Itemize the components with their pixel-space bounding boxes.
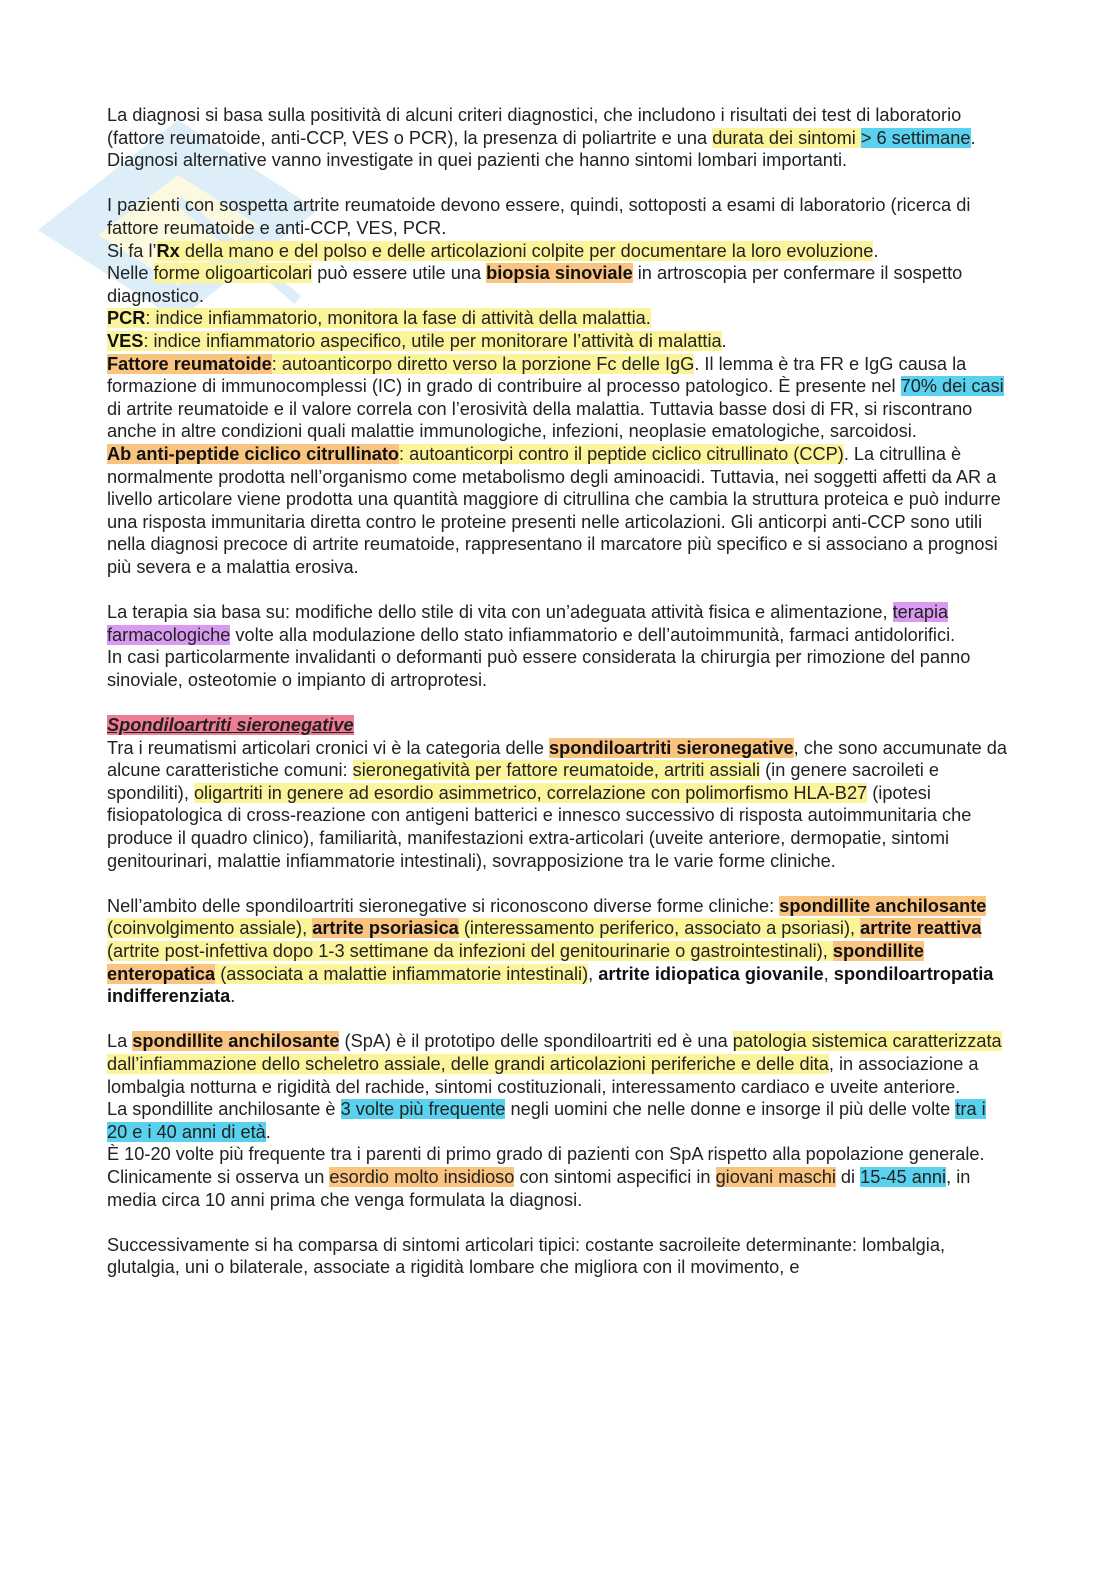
text: Si fa l’	[107, 240, 157, 261]
paragraph-ves	[107, 330, 1007, 353]
text: negli uomini che nelle donne e insorge il più delle volte	[505, 1099, 956, 1120]
term-psoriatic-arthritis: artrite psoriasica	[312, 918, 459, 939]
highlight-frequency: 3 volte più frequente	[340, 1099, 506, 1120]
text: (interessamento periferico, associato a psoriasi),	[458, 918, 861, 939]
text: Clinicamente si osserva un	[107, 1166, 330, 1187]
text: in artroscopia per confermare il sospetto diagnostico.	[107, 263, 963, 306]
highlight-insidious-onset: esordio molto insidioso	[329, 1166, 515, 1187]
term-undifferentiated-spondyloarthropathy: spondiloartropatia indifferenziata	[107, 963, 994, 1007]
spacer	[107, 172, 1007, 195]
paragraph-ankylosing-spondylitis	[107, 1030, 1007, 1098]
text: di	[835, 1166, 861, 1187]
highlight-age: 15-45 anni	[860, 1166, 947, 1187]
highlight-definition: : autoanticorpi contro il peptide ciclico citrullinato (CCP)	[399, 443, 844, 464]
highlight-pharmacological-therapy: terapia farmacologiche	[107, 602, 949, 645]
text: di artrite reumatoide e il valore correla con l’erosività della malattia. Tuttavia basse dosi di FR, si riscontrano anche in altre condizioni quali malattie immunologiche, infezioni, neoplasie ematologiche, sarcoidosi.	[107, 398, 973, 442]
text: (artrite post-infettiva dopo 1-3 settimane da infezioni del genitourinarie o gastrointestinali),	[107, 940, 833, 961]
text: .	[873, 240, 879, 261]
highlight-age-range: tra i 20 e i 40 anni di età	[107, 1099, 986, 1142]
text: , che sono accumunate da alcune caratteristiche comuni:	[107, 737, 1007, 781]
paragraph-lab-tests: I pazienti con sospetta artrite reumatoide devono essere, quindi, sottoposti a esami di laboratorio (ricerca di fattore reumatoide e anti-CCP, VES, PCR.	[107, 195, 971, 238]
text: La spondillite anchilosante è	[107, 1099, 341, 1120]
paragraph-clinical-forms	[107, 895, 1007, 1008]
text: .	[265, 1121, 271, 1142]
term-rheumatoid-factor: Fattore reumatoide	[107, 353, 272, 374]
term-reactive-arthritis: artrite reattiva	[860, 918, 982, 939]
text: .	[230, 986, 236, 1007]
highlight-six-weeks: > 6 settimane	[860, 127, 971, 148]
term-pcr: PCR	[107, 308, 146, 329]
term-ves: VES	[107, 330, 144, 351]
paragraph-clinical-onset	[107, 1166, 1007, 1211]
term-synovial-biopsy: biopsia sinoviale	[486, 263, 633, 284]
text: con sintomi aspecifici in	[514, 1166, 716, 1187]
text: La diagnosi si basa sulla positività di alcuni criteri diagnostici, che includono i risultati dei test di laboratorio (fattore reumatoide, anti-CCP, VES o PCR), la presenza di poliartrite e una	[107, 105, 962, 148]
term-enteropathic-spondylitis: spondillite enteropatica	[107, 940, 924, 984]
spacer	[107, 1008, 1007, 1031]
spacer	[107, 1211, 1007, 1234]
highlight-rx	[157, 241, 874, 261]
paragraph-frequency	[107, 1098, 1007, 1143]
section-title-text: Spondiloartriti sieronegative	[107, 715, 354, 736]
paragraph-surgery: In casi particolarmente invalidanti o deformanti può essere considerata la chirurgia per rimozione del panno sinoviale, osteotomie o impianto di artroprotesi.	[107, 647, 971, 690]
text: ,	[823, 963, 834, 984]
spacer	[107, 578, 1007, 601]
highlight-percentage: 70% dei casi	[900, 376, 1004, 397]
text: La	[107, 1031, 133, 1052]
highlight-systemic-disease: patologia sistemica caratterizzata dall’infiammazione dello scheletro assiale, delle grandi articolazioni periferiche e delle dita	[107, 1031, 1002, 1074]
text: . Il lemma è tra FR e IgG causa la formazione di immunocomplessi (IC) in grado di contribuire al processo patologico. È presente nel	[107, 353, 967, 397]
paragraph-familiarity: È 10-20 volte più frequente tra i parenti di primo grado di pazienti con SpA rispetto alla popolazione generale.	[107, 1144, 985, 1165]
spacer	[107, 872, 1007, 895]
paragraph-pcr	[107, 307, 1007, 330]
paragraph-rheumatoid-factor	[107, 353, 1007, 443]
text: Nelle	[107, 263, 154, 284]
document-body	[107, 104, 1007, 1279]
text: .	[970, 127, 976, 148]
text: (coinvolgimento assiale),	[107, 918, 313, 939]
paragraph-biopsy	[107, 262, 1007, 307]
text: può essere utile una	[312, 263, 487, 284]
term-ankylosing-spondylitis: spondillite anchilosante	[779, 895, 987, 916]
term-juvenile-arthritis: artrite idiopatica giovanile	[598, 963, 824, 984]
text: (in genere sacroileti e spondiliti),	[107, 760, 939, 803]
text: (associata a malattie infiammatorie intestinali)	[215, 963, 589, 984]
text: La terapia sia basa su: modifiche dello stile di vita con un’adeguata attività fisica e alimentazione,	[107, 602, 893, 623]
text: .	[721, 330, 727, 351]
text: : indice infiammatorio aspecifico, utile per monitorare l’attività di malattia	[143, 330, 722, 351]
text: : indice infiammatorio, monitora la fase di attività della malattia.	[145, 308, 651, 329]
paragraph-rx	[107, 240, 1007, 263]
term-seronegative-spondyloarthritis: spondiloartriti sieronegative	[549, 737, 794, 758]
highlight-definition: : autoanticorpo diretto verso la porzione Fc delle IgG	[271, 353, 695, 374]
text: Nell’ambito delle spondiloartriti sieronegative si riconoscono diverse forme cliniche:	[107, 895, 780, 916]
text: , in associazione a lombalgia notturna e rigidità del rachide, sintomi costituzionali, interessamento cardiaco e uveite anteriore.	[107, 1053, 979, 1097]
text: . La citrullina è normalmente prodotta nell’organismo come metabolismo degli aminoacidi. Tuttavia, nei soggetti affetti da AR a livello articolare viene prodotta una quantità maggiore di citrullina che cambia la struttura proteica e può indurre una risposta immunitaria diretta contro le proteine presenti nelle articolazioni. Gli anticorpi anti-CCP sono utili nella diagnosi precoce di artrite reumatoide, rappresentano il marcatore più specifico e si associano a prognosi più severa e a malattia erosiva.	[107, 443, 1001, 577]
text: volte alla modulazione dello stato infiammatorio e dell’autoimmunità, farmaci antidolorifici.	[230, 624, 956, 645]
highlight-young-males: giovani maschi	[715, 1166, 836, 1187]
paragraph-anti-ccp	[107, 443, 1007, 579]
paragraph-diagnosis	[107, 104, 1007, 149]
term-rx: Rx	[156, 240, 180, 261]
highlight-oligoarthritis: oligartriti in genere ad esordio asimmetrico, correlazione con polimorfismo HLA-B27	[193, 782, 868, 803]
term-anti-ccp: Ab anti-peptide ciclico citrullinato	[107, 443, 400, 464]
term-ankylosing-spondylitis: spondillite anchilosante	[132, 1031, 340, 1052]
paragraph-alternative-diagnosis: Diagnosi alternative vanno investigate in quei pazienti che hanno sintomi lombari importanti.	[107, 150, 848, 171]
paragraph-therapy	[107, 601, 1007, 646]
text: , in media circa 10 anni prima che venga formulata la diagnosi.	[107, 1166, 971, 1210]
text: Tra i reumatismi articolari cronici vi è la categoria delle	[107, 737, 550, 758]
highlight-oligoarticular: forme oligoarticolari	[153, 263, 313, 284]
text: (ipotesi fisiopatologica di cross-reazione con antigeni batterici e innesco successivo di risposta autoimmunitaria che produce il quadro clinico), familiarità, manifestazioni extra-articolari (uveite anteriore, dermopatie, sintomi genitourinari, malattie infiammatorie intestinali), sovrapposizione tra le varie forme cliniche.	[107, 782, 972, 871]
highlight-symptom-duration: durata dei sintomi	[712, 127, 861, 148]
text: della mano e del polso e delle articolazioni colpite per documentare la loro evoluzione	[179, 240, 874, 261]
highlight-seronegativity: sieronegatività per fattore reumatoide, artriti assiali	[352, 760, 761, 781]
paragraph-articular-symptoms: Successivamente si ha comparsa di sintomi articolari tipici: costante sacroileite determinante: lombalgia, glutalgia, uni o bilaterale, associate a rigidità lombare che migliora con il movimento, e	[107, 1234, 946, 1278]
text: ,	[588, 963, 599, 984]
section-title	[107, 714, 1007, 737]
text: (SpA) è il prototipo delle spondiloartriti ed è una	[339, 1031, 733, 1052]
paragraph-spondyloarthritis-intro	[107, 737, 1007, 873]
spacer	[107, 691, 1007, 714]
